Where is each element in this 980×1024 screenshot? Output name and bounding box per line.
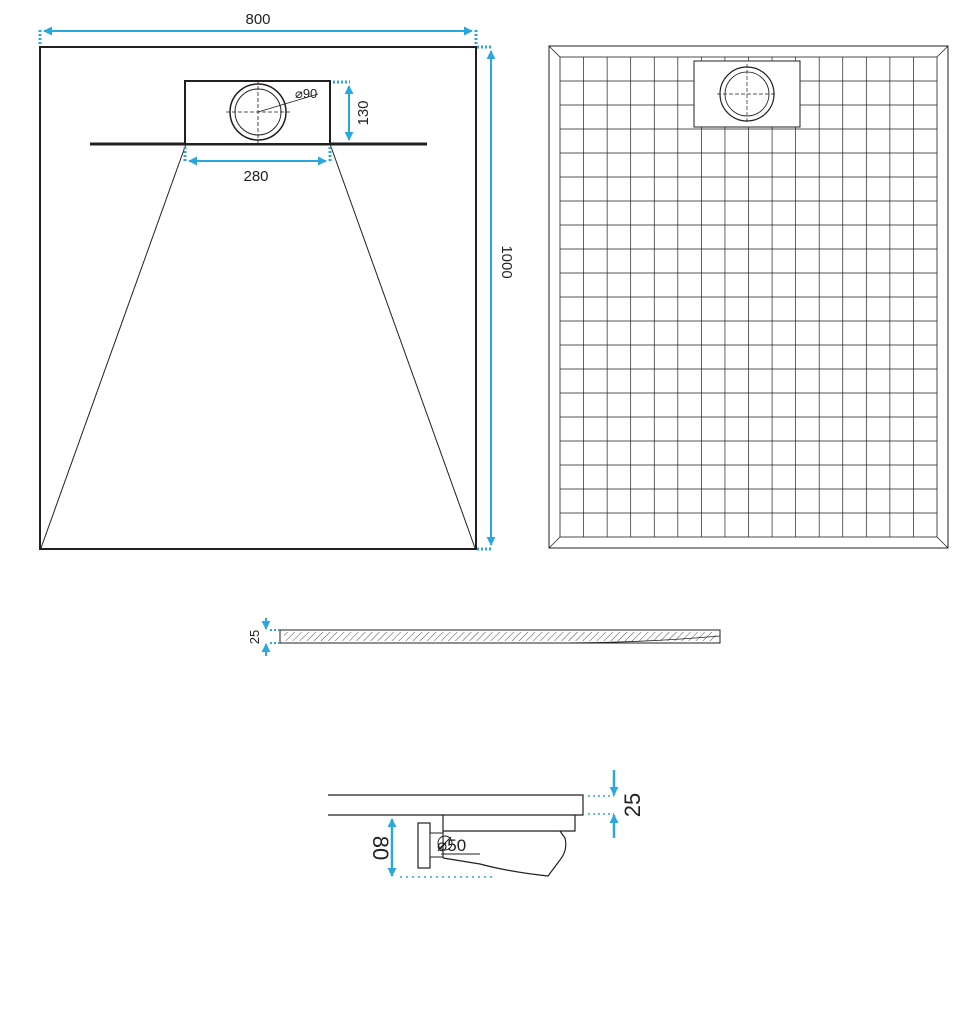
side-thickness-label: 25 [247,629,262,645]
drain-diameter-label: ⌀90 [295,86,318,101]
length-label: 1000 [498,245,515,279]
drain-box-height-label: 130 [355,100,372,126]
width-dimension [40,30,476,46]
width-label: 800 [245,11,271,28]
drain-outlet [418,823,430,868]
plan-view [40,11,515,549]
drain-height-dimension [333,82,350,140]
side-view [247,618,720,656]
tray-thickness-label: 25 [620,792,645,818]
slope-line-left [41,144,186,548]
length-dimension [477,47,492,549]
drain-height-label: 80 [368,835,393,861]
drain-box-width-label: 280 [243,168,269,185]
slope-line-right [330,144,475,548]
grid-view [549,46,948,548]
tray-section [328,795,583,815]
tile-grid [560,57,937,537]
drain-section-view [328,770,645,877]
tray-thickness-dimension [588,770,614,838]
pipe-diameter-label: ⌀50 [437,836,467,855]
drain-width-dimension [185,147,330,163]
